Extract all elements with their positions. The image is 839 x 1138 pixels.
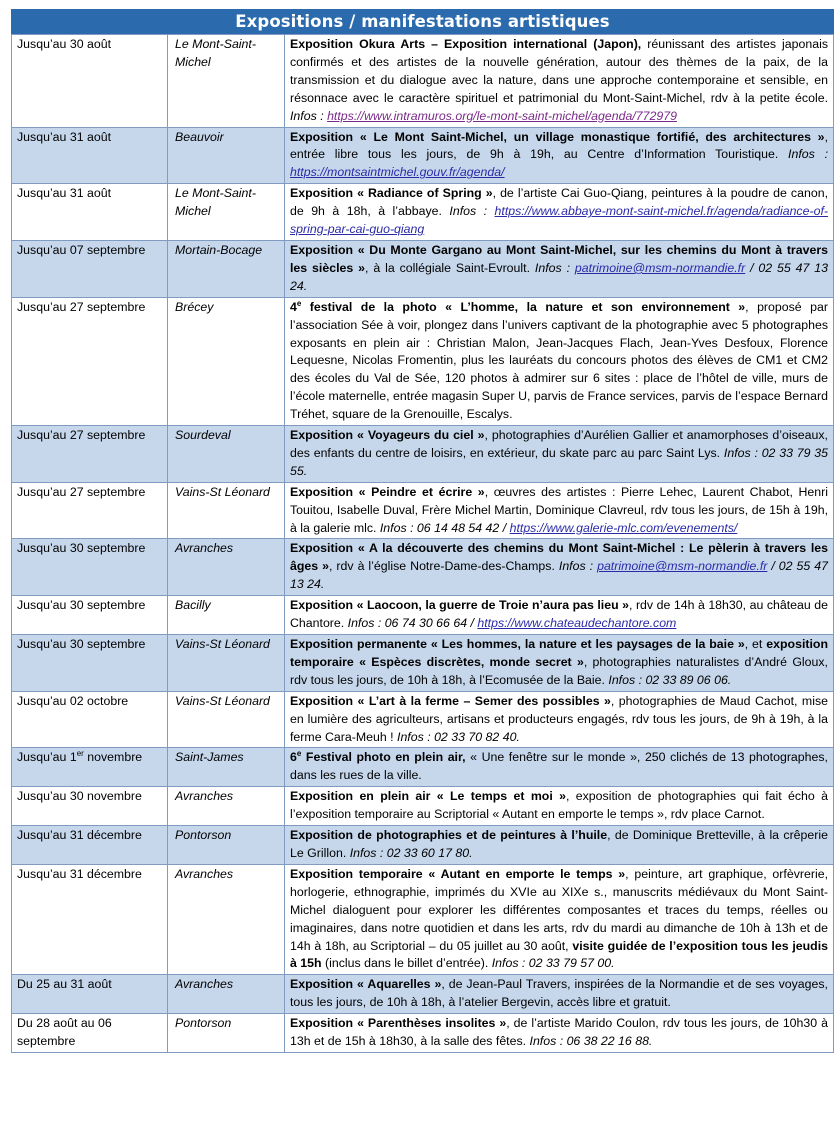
event-text: , de l’artiste Cai Guo-Qiang, peintures à la poudre de canon, de 9h à 18h, à l’abbaye. [290, 186, 828, 219]
event-phone: / 02 55 47 13 24. [290, 559, 828, 592]
event-description [285, 787, 834, 826]
event-place: Avranches [168, 975, 285, 1014]
event-link[interactable]: https://www.galerie-mlc.com/evenements/ [509, 520, 738, 535]
event-description [285, 748, 834, 787]
event-text: , exposition de photographies qui fait écho à l’exposition temporaire au Scriptorial « Autant en emporte le temps », rdv place Carnot. [290, 789, 828, 822]
table-row [12, 635, 834, 692]
event-description [285, 482, 834, 539]
event-description [285, 826, 834, 865]
event-description [285, 975, 834, 1014]
event-text-secondary: (inclus dans le billet d’entrée). [321, 956, 492, 971]
event-place: Avranches [168, 864, 285, 974]
event-place: Sourdeval [168, 426, 285, 483]
event-title-secondary: visite guidée de l’exposition tous les jeudis à 15h [290, 938, 828, 971]
event-description [285, 184, 834, 241]
event-place: Brécey [168, 297, 285, 425]
event-infos: Infos : 02 33 79 57 00. [491, 956, 615, 971]
event-date: Jusqu’au 27 septembre [12, 426, 168, 483]
event-title: Exposition « L’art à la ferme – Semer des possibles » [290, 693, 611, 708]
event-description [285, 691, 834, 748]
event-description [285, 635, 834, 692]
event-infos: Infos : 06 74 30 66 64 / [347, 616, 478, 631]
event-text: , photographies de Maud Cachot, mise en lumière des agriculteurs, artisans et producteurs engagés, rdv tous les jours, de 9h à 19h, à la ferme Cara-Meuh ! [290, 693, 828, 744]
event-title: 4e festival de la photo « L’homme, la nature et son environnement » [290, 298, 746, 314]
event-link[interactable]: patrimoine@msm-normandie.fr [597, 559, 768, 574]
event-infos: Infos : [534, 260, 575, 275]
event-infos: Infos : 06 14 48 54 42 / [379, 520, 510, 535]
event-date: Jusqu’au 30 novembre [12, 787, 168, 826]
table-row [12, 826, 834, 865]
event-date: Jusqu’au 31 décembre [12, 864, 168, 974]
event-title: Exposition « Laocoon, la guerre de Troie n’aura pas lieu » [290, 598, 629, 613]
event-title: Exposition « Voyageurs du ciel » [290, 428, 485, 443]
event-text: , proposé par l’association Sée à voir, plongez dans l’univers captivant de la photographie avec 5 photographes exposants en plein air : Christian Malon, Jean-Jacques Flach, Jean-Yves Desfoux, Florence Lequesne, Nicolas Fromentin, plus les lauréats du concours photos des élèves de CM1 et CM2 des écoles du Val de Sée, 120 photos à admirer sur 6 sites : place de l’hôtel de ville, murs de l’école maternelle, entrée magasin Super U, parvis de France services, parvis de l’espace Bernard Tréhet, square de la Grenouille, Escalys. [290, 299, 828, 422]
table-row [12, 184, 834, 241]
event-text: , de Jean-Paul Travers, inspirées de la Normandie et de ses voyages, tous les jours, de 10h à 18h, à l’atelier Bergevin, accès libre et gratuit. [290, 977, 828, 1010]
event-infos: Infos : 02 33 60 17 80. [349, 845, 473, 860]
event-description [285, 864, 834, 974]
event-place: Le Mont-Saint-Michel [168, 35, 285, 128]
event-infos: Infos : [558, 559, 598, 574]
event-text: , peinture, art graphique, orfèvrerie, horlogerie, ethnographie, imprimés du XVIe au XIXe s., manuscrits médiévaux du Mont Saint-Michel dialoguent pour explorer les différentes composantes et traces du temps, réelles ou imaginaires, dans notre quotidien et dans les arts, rdv du mardi au dimanche de 10h à 13h et de 14h à 18h, au Scriptorial – du 05 juillet au 30 août, [290, 866, 829, 953]
event-phone: / 02 55 47 13 24. [290, 260, 829, 293]
event-place: Vains-St Léonard [168, 482, 285, 539]
event-infos: Infos : 02 33 79 35 55. [290, 445, 829, 478]
event-text: , œuvres des artistes : Pierre Lehec, Laurent Chabot, Henri Touitou, Isabelle Duval, Frère Michel Martin, Dominique Clavreul, rdv tous les jours, de 15h à 19h, à la galerie mlc. [290, 484, 828, 535]
event-place: Vains-St Léonard [168, 635, 285, 692]
event-date: Jusqu’au 30 septembre [12, 635, 168, 692]
event-title: Exposition Okura Arts – Exposition international (Japon), [290, 37, 642, 51]
event-date: Jusqu’au 30 septembre [12, 596, 168, 635]
event-infos: Infos : [449, 204, 495, 219]
event-date: Jusqu’au 31 août [12, 184, 168, 241]
table-row [12, 426, 834, 483]
event-text: , photographies d’Aurélien Gallier et anamorphoses d’oiseaux, des enfants du centre de loisirs, en extérieur, du skate parc au parc Saint Lys. [290, 428, 828, 460]
event-title: Exposition « Radiance of Spring » [290, 186, 493, 201]
event-place: Le Mont-Saint-Michel [168, 184, 285, 241]
event-link[interactable]: https://montsaintmichel.gouv.fr/agenda/ [290, 165, 505, 180]
event-title-secondary: exposition temporaire « Espèces discrètes, monde secret » [290, 637, 828, 669]
event-place: Beauvoir [168, 127, 285, 184]
event-title: Exposition temporaire « Autant en emporte le temps » [290, 866, 626, 881]
event-infos: Infos : [788, 147, 828, 162]
event-text: réunissant des artistes japonais confirmés et des artistes de la nouvelle génération, autour des thèmes de la paix, de la transmission et du dialogue avec la nature, dans une approche contemporaine et sensible, en résonnace avec le caractère spirituel et patrimonial du Mont-Saint-Michel, rdv à la petite école. [290, 37, 829, 105]
event-link[interactable]: https://www.intramuros.org/le-mont-saint-michel/agenda/772979 [327, 108, 677, 123]
event-place: Pontorson [168, 1014, 285, 1053]
event-title: Exposition « Le Mont Saint-Michel, un village monastique fortifié, des architectures » [290, 129, 825, 144]
event-place: Vains-St Léonard [168, 691, 285, 748]
table-row [12, 691, 834, 748]
table-row [12, 482, 834, 539]
event-date: Jusqu’au 07 septembre [12, 240, 168, 297]
table-row [12, 787, 834, 826]
event-description [285, 297, 834, 425]
event-text-secondary: , photographies naturalistes d’André Gloux, rdv tous les jours, de 10h à 18h, à l’Ecomusée de la Baie. [290, 654, 828, 687]
table-row [12, 127, 834, 184]
table-row [12, 748, 834, 787]
event-infos: Infos : 02 33 70 82 40. [397, 729, 520, 744]
event-date: Jusqu’au 31 août [12, 127, 168, 184]
event-date: Jusqu’au 31 décembre [12, 826, 168, 865]
event-place: Bacilly [168, 596, 285, 635]
event-text: , de Dominique Bretteville, à la crêperie Le Grillon. [290, 828, 828, 860]
event-description [285, 596, 834, 635]
table-row [12, 240, 834, 297]
event-infos: Infos : [290, 108, 328, 123]
event-link[interactable]: patrimoine@msm-normandie.fr [574, 260, 746, 275]
event-date: Jusqu’au 27 septembre [12, 482, 168, 539]
table-row [12, 1014, 834, 1053]
table-row [12, 596, 834, 635]
event-link[interactable]: https://www.chateaudechantore.com [477, 616, 677, 631]
event-title: Exposition « Parenthèses insolites » [290, 1016, 507, 1031]
event-infos: Infos : 06 38 22 16 88. [529, 1034, 653, 1049]
events-page [11, 9, 834, 1053]
event-description [285, 240, 834, 297]
event-description [285, 426, 834, 483]
event-description [285, 539, 834, 596]
events-table [11, 34, 834, 1053]
event-infos: Infos : 02 33 89 06 06. [608, 672, 732, 687]
event-description [285, 127, 834, 184]
event-text: , à la collégiale Saint-Evroult. [365, 260, 535, 275]
event-place: Saint-James [168, 748, 285, 787]
event-text: , rdv à l’église Notre-Dame-des-Champs. [329, 559, 559, 574]
table-row [12, 539, 834, 596]
table-row [12, 975, 834, 1014]
event-place: Avranches [168, 787, 285, 826]
event-title: Exposition permanente « Les hommes, la nature et les paysages de la baie » [290, 637, 745, 651]
table-row [12, 35, 834, 128]
event-title: Exposition « Peindre et écrire » [290, 484, 485, 499]
event-title: Exposition « Du Monte Gargano au Mont Saint-Michel, sur les chemins du Mont à travers les siècles » [290, 242, 828, 275]
event-text: , entrée libre tous les jours, de 9h à 19h, au Centre d’Information Touristique. [290, 129, 828, 162]
event-text: , et [744, 637, 767, 651]
event-link[interactable]: https://www.abbaye-mont-saint-michel.fr/agenda/radiance-of-spring-par-cai-guo-qiang [290, 204, 828, 237]
event-place: Pontorson [168, 826, 285, 865]
event-place: Avranches [168, 539, 285, 596]
event-place: Mortain-Bocage [168, 240, 285, 297]
event-date: Jusqu’au 02 octobre [12, 691, 168, 748]
event-title: Exposition « A la découverte des chemins du Mont Saint-Michel : Le pèlerin à travers les âges » [290, 541, 828, 574]
event-title: Exposition de photographies et de peintures à l’huile [290, 828, 608, 843]
event-date: Jusqu’au 30 août [12, 35, 168, 128]
table-row [12, 297, 834, 425]
event-description [285, 1014, 834, 1053]
event-description [285, 35, 834, 128]
event-date: Jusqu’au 30 septembre [12, 539, 168, 596]
event-date: Du 25 au 31 août [12, 975, 168, 1014]
table-row [12, 864, 834, 974]
event-text: , rdv de 14h à 18h30, au château de Chantore. [290, 598, 828, 631]
event-date: Du 28 août au 06 septembre [12, 1014, 168, 1053]
event-text: , de l’artiste Marido Coulon, rdv tous les jours, de 10h30 à 13h et de 15h à 18h30, à la salle des fêtes. [290, 1016, 828, 1049]
event-text: « Une fenêtre sur le monde », 250 clichés de 13 photographes, dans les rues de la ville. [290, 750, 828, 783]
event-date: Jusqu’au 1er novembre [12, 748, 168, 787]
event-title: Exposition « Aquarelles » [290, 977, 442, 992]
event-date: Jusqu’au 27 septembre [12, 297, 168, 425]
event-title: Exposition en plein air « Le temps et moi » [290, 789, 566, 804]
event-title: 6e Festival photo en plein air, [290, 749, 466, 765]
section-title: Expositions / manifestations artistiques [11, 9, 834, 34]
